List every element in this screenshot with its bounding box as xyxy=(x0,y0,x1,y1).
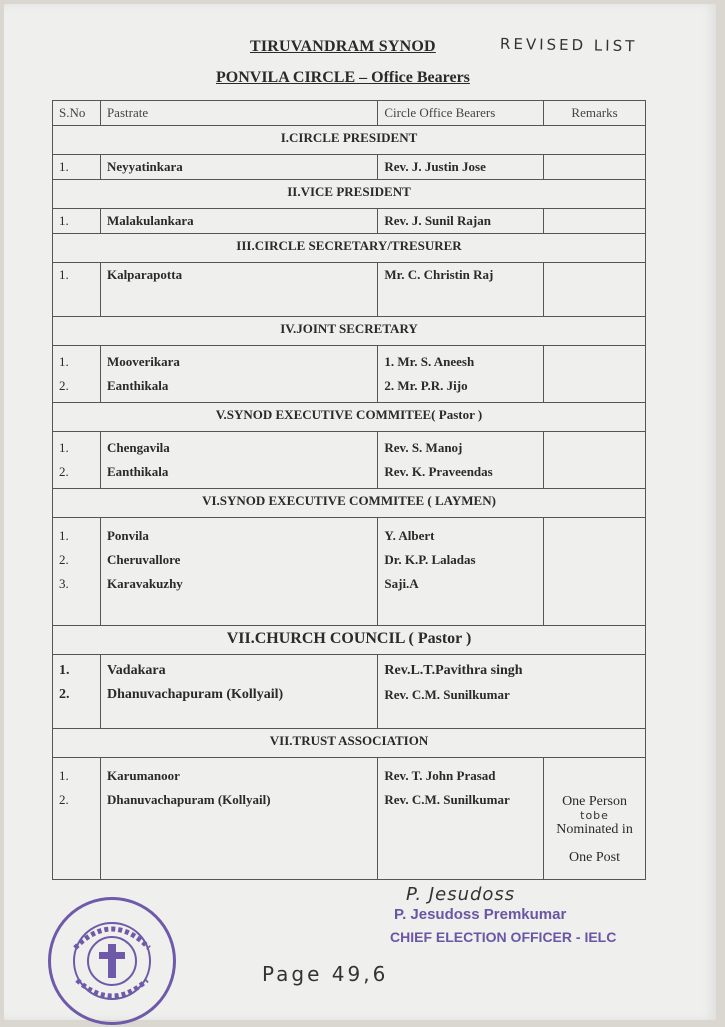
pastrate-line: Eanthikala xyxy=(106,378,169,393)
handwritten-page-note: Page 49,6 xyxy=(262,962,389,986)
bearer-cell: Rev. J. Justin Jose xyxy=(378,155,544,180)
remark-line: Nominated in xyxy=(556,822,633,837)
remarks-cell xyxy=(544,758,646,880)
remark-handwritten: tobe xyxy=(580,809,609,822)
bearer-cell xyxy=(378,655,646,729)
section-title: VII.CHURCH COUNCIL ( Pastor ) xyxy=(53,626,646,655)
sno-cell: 1. xyxy=(53,155,101,180)
bearer-cell xyxy=(378,758,544,880)
bearer-line: Rev. C.M. Sunilkumar xyxy=(384,792,510,807)
table-row xyxy=(53,432,646,489)
section-title: III.CIRCLE SECRETARY/TRESURER xyxy=(53,234,646,263)
document-page xyxy=(4,4,716,1020)
pastrate-cell xyxy=(100,432,377,489)
pastrate-cell xyxy=(100,758,377,880)
bearer-line: Saji.A xyxy=(384,576,419,591)
section-heading-row xyxy=(53,403,646,432)
pastrate-cell: Malakulankara xyxy=(100,209,377,234)
sno-line: 3. xyxy=(59,576,69,591)
section-title: VII.TRUST ASSOCIATION xyxy=(53,729,646,758)
sno-line: 1. xyxy=(59,354,69,369)
remarks-cell xyxy=(544,518,646,626)
bearer-line: Rev. K. Praveendas xyxy=(384,464,493,479)
pastrate-line: Mooverikara xyxy=(106,354,180,369)
pastrate-cell: Neyyatinkara xyxy=(100,155,377,180)
table-row xyxy=(53,209,646,234)
pastrate-line: Vadakara xyxy=(106,663,166,678)
section-title: V.SYNOD EXECUTIVE COMMITEE( Pastor ) xyxy=(53,403,646,432)
pastrate-cell xyxy=(100,518,377,626)
remark-line: One Person xyxy=(562,794,627,809)
sno-line: 2. xyxy=(59,552,69,567)
sno-line: 1. xyxy=(59,663,70,678)
document-subtitle: PONVILA CIRCLE – Office Bearers xyxy=(216,69,470,86)
sno-cell xyxy=(53,346,101,403)
sno-line: 1. xyxy=(59,440,69,455)
table-row xyxy=(53,518,646,626)
sno-line: 2. xyxy=(59,378,69,393)
pastrate-cell xyxy=(100,655,377,729)
col-header-bearers: Circle Office Bearers xyxy=(378,101,544,126)
bearer-cell xyxy=(378,432,544,489)
pastrate-line: Chengavila xyxy=(106,440,170,455)
col-header-remarks: Remarks xyxy=(544,101,646,126)
section-heading-row xyxy=(53,729,646,758)
officer-name: P. Jesudoss Premkumar xyxy=(394,906,567,923)
pastrate-cell xyxy=(100,346,377,403)
section-heading-row xyxy=(53,126,646,155)
section-title: II.VICE PRESIDENT xyxy=(53,180,646,209)
bearer-line: Dr. K.P. Laladas xyxy=(384,552,476,567)
remark-line: One Post xyxy=(569,850,620,865)
section-heading-row xyxy=(53,234,646,263)
remarks-cell xyxy=(544,209,646,234)
bearer-line: Rev. T. John Prasad xyxy=(384,768,496,783)
bearer-cell xyxy=(378,346,544,403)
document-title: TIRUVANDRAM SYNOD xyxy=(250,38,436,55)
pastrate-line: Cheruvallore xyxy=(106,552,181,567)
section-heading-row xyxy=(53,317,646,346)
remarks-cell xyxy=(544,346,646,403)
seal-graphic xyxy=(51,900,173,1022)
sno-cell xyxy=(53,758,101,880)
office-bearers-table xyxy=(52,100,646,880)
pastrate-cell: Kalparapotta xyxy=(100,263,377,317)
official-seal xyxy=(48,897,176,1025)
table-row xyxy=(53,346,646,403)
bearer-line: Rev.L.T.Pavithra singh xyxy=(384,663,523,678)
section-title: VI.SYNOD EXECUTIVE COMMITEE ( LAYMEN) xyxy=(53,489,646,518)
table-row xyxy=(53,655,646,729)
sno-cell: 1. xyxy=(53,263,101,317)
sno-cell: 1. xyxy=(53,209,101,234)
sno-cell xyxy=(53,518,101,626)
table-header-row xyxy=(53,101,646,126)
bearer-cell: Mr. C. Christin Raj xyxy=(378,263,544,317)
bearer-cell xyxy=(378,518,544,626)
pastrate-line: Eanthikala xyxy=(106,464,169,479)
section-title: IV.JOINT SECRETARY xyxy=(53,317,646,346)
section-heading-row xyxy=(53,626,646,655)
signature-scribble: P. Jesudoss xyxy=(406,884,516,905)
pastrate-line: Karumanoor xyxy=(106,768,180,783)
sno-line: 1. xyxy=(59,768,69,783)
section-title: I.CIRCLE PRESIDENT xyxy=(53,126,646,155)
pastrate-line: Dhanuvachapuram (Kollyail) xyxy=(106,792,271,807)
handwritten-revised-note: REVISED LIST xyxy=(499,34,638,56)
sno-line: 2. xyxy=(59,464,69,479)
col-header-sno: S.No xyxy=(53,101,101,126)
pastrate-line: Ponvila xyxy=(106,528,149,543)
section-heading-row xyxy=(53,180,646,209)
table-row xyxy=(53,155,646,180)
col-header-pastrate: Pastrate xyxy=(100,101,377,126)
bearer-line: Y. Albert xyxy=(384,528,435,543)
officer-role: CHIEF ELECTION OFFICER - IELC xyxy=(390,929,617,945)
remarks-cell xyxy=(544,155,646,180)
pastrate-line: Dhanuvachapuram (Kollyail) xyxy=(106,687,284,702)
remarks-cell xyxy=(544,432,646,489)
bearer-line: 2. Mr. P.R. Jijo xyxy=(384,378,468,393)
bearer-line: Rev. C.M. Sunilkumar xyxy=(384,687,510,702)
remarks-cell xyxy=(544,263,646,317)
sno-line: 1. xyxy=(59,528,69,543)
sno-line: 2. xyxy=(59,687,70,702)
sno-cell xyxy=(53,432,101,489)
pastrate-line: Karavakuzhy xyxy=(106,576,183,591)
table-row xyxy=(53,263,646,317)
table-row xyxy=(53,758,646,880)
bearer-line: 1. Mr. S. Aneesh xyxy=(384,354,475,369)
sno-cell xyxy=(53,655,101,729)
bearer-line: Rev. S. Manoj xyxy=(384,440,463,455)
section-heading-row xyxy=(53,489,646,518)
bearer-cell: Rev. J. Sunil Rajan xyxy=(378,209,544,234)
sno-line: 2. xyxy=(59,792,69,807)
